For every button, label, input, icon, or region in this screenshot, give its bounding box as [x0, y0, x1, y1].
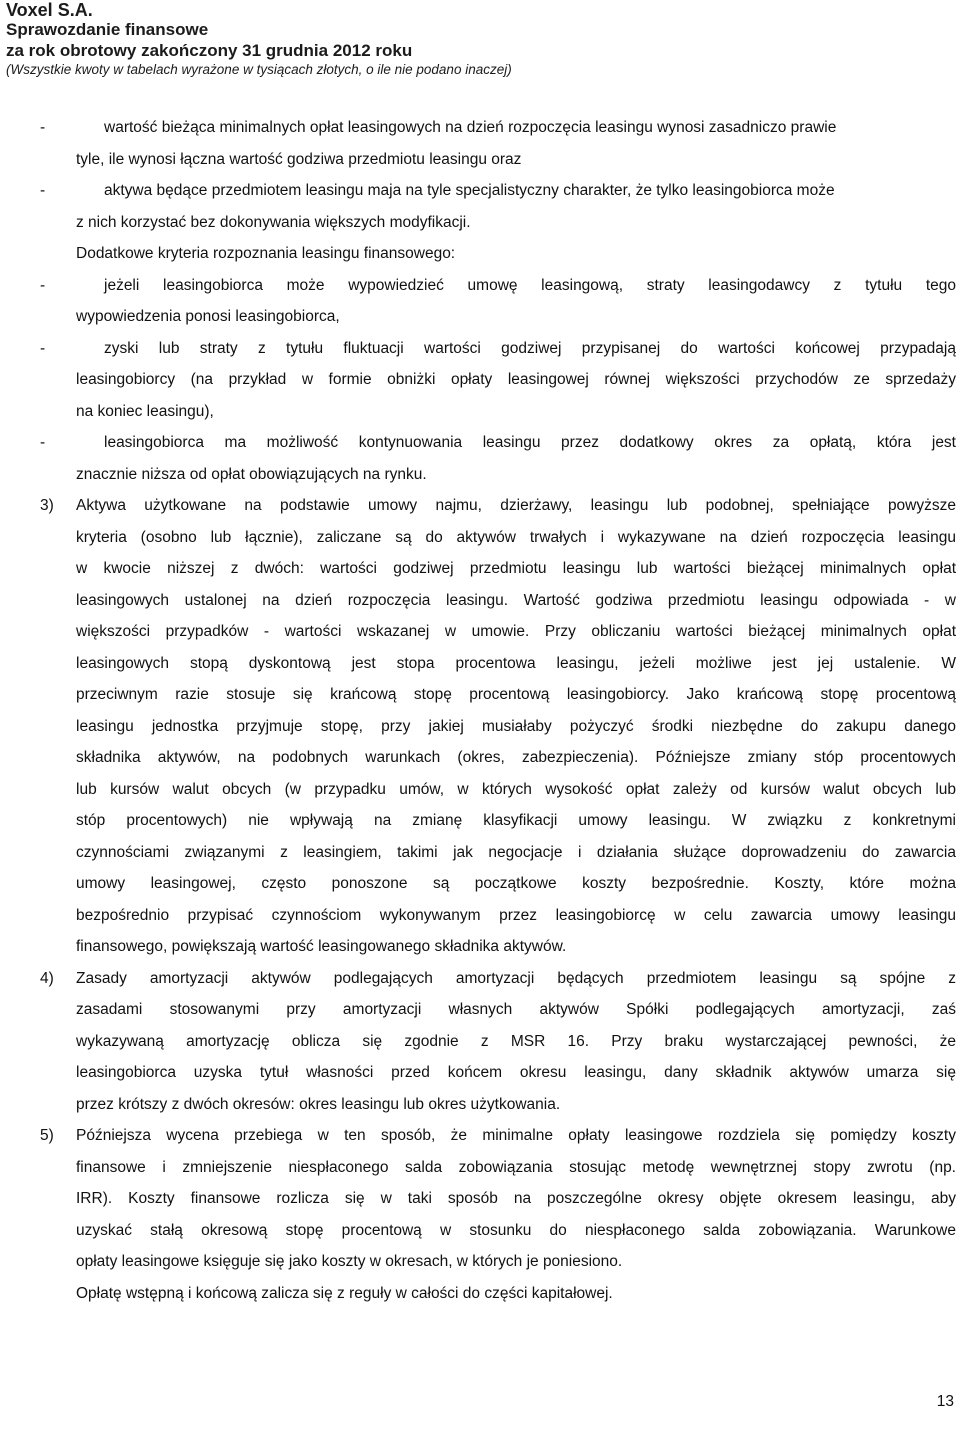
- text-line: składnika aktywów, na podobnych warunkach (okres, zabezpieczenia). Późniejsze zmiany stóp procentowych: [76, 749, 956, 766]
- company-name: Voxel S.A.: [6, 0, 93, 20]
- text-line: wykazywaną amortyzację oblicza się zgodnie z MSR 16. Przy braku wystarczającej pewności, że: [76, 1032, 956, 1050]
- text-line: leasingobiorcy (na przykład w formie obniżki opłaty leasingowej równej większości przychodów ze sprzedaży: [76, 371, 956, 388]
- list-marker: -: [40, 339, 46, 357]
- numbered-item: [0, 963, 960, 1121]
- text-line: znacznie niższa od opłat obowiązujących na rynku.: [76, 465, 427, 483]
- list-item: [0, 427, 960, 490]
- text-line: stóp procentowych) nie wpływają na zmianę klasyfikacji umowy leasingu. W związku z konkretnymi: [76, 812, 956, 829]
- text-line: przez krótszy z dwóch okresów: okres leasingu lub okres użytkowania.: [76, 1095, 561, 1113]
- closing-paragraph: Opłatę wstępną i końcową zalicza się z reguły w całości do części kapitałowej.: [76, 1284, 613, 1302]
- text-line: opłaty leasingowe księguje się jako koszty w okresach, w których je poniesiono.: [76, 1253, 623, 1270]
- list-marker: 5): [40, 1127, 54, 1144]
- text-line: tyle, ile wynosi łączna wartość godziwa przedmiotu leasingu oraz: [76, 150, 522, 168]
- list-item: [0, 175, 960, 238]
- text-line: w kwocie niższej z dwóch: wartości godziwej przedmiotu leasingu lub wartości bieżącej minimalnych opłat: [76, 560, 956, 577]
- amounts-note: (Wszystkie kwoty w tabelach wyrażone w tysiącach złotych, o ile nie podano inaczej): [6, 62, 512, 77]
- page-number: 13: [936, 1393, 954, 1410]
- text-line: Zasady amortyzacji aktywów podlegających amortyzacji będących przedmiotem leasingu są spójne z: [76, 969, 956, 987]
- text-line: finansowe i zmniejszenie niespłaconego salda zobowiązania stosując metodę wewnętrznej stopy zwrotu (np.: [76, 1158, 956, 1176]
- text-line: aktywa będące przedmiotem leasingu maja na tyle specjalistyczny charakter, że tylko leasingobiorca może: [104, 182, 835, 199]
- list-marker: -: [40, 276, 46, 294]
- text-line: leasingowych stopą dyskontową jest stopa procentowa leasingu, jeżeli możliwe jest jej ustalenie. W: [76, 654, 956, 672]
- text-line: uzyskać stałą okresową stopę procentową w stosunku do niespłaconego salda zobowiązania. Warunkowe: [76, 1221, 956, 1239]
- list-marker: 4): [40, 969, 54, 987]
- page-header: [6, 0, 512, 78]
- text-line: kryteria (osobno lub łącznie), zaliczane są do aktywów trwałych i wykazywane na dzień rozpoczęcia leasingu: [76, 528, 956, 546]
- list-item: [0, 333, 960, 428]
- text-line: IRR). Koszty finansowe rozlicza się w taki sposób na poszczególne okresy objęte okresem leasingu, aby: [76, 1190, 956, 1207]
- text-line: leasingowych ustalonej na dzień rozpoczęcia leasingu. Wartość godziwa przedmiotu leasingu odpowiada - w: [76, 591, 956, 609]
- list-marker: -: [40, 182, 46, 199]
- text-line: zasadami stosowanymi przy amortyzacji własnych aktywów Spółki podlegających amortyzacji, zaś: [76, 1001, 956, 1018]
- report-title: Sprawozdanie finansowe: [6, 20, 209, 39]
- text-line: z nich korzystać bez dokonywania większych modyfikacji.: [76, 213, 471, 231]
- list-item: [0, 270, 960, 333]
- text-line: lub kursów walut obcych (w przypadku umów, w których wysokość opłat zależy od kursów walut obcych lub: [76, 780, 956, 798]
- text-line: wypowiedzenia ponosi leasingobiorca,: [76, 308, 340, 325]
- text-line: większości przypadków - wartości wskazanej w umowie. Przy obliczaniu wartości bieżącej minimalnych opłat: [76, 623, 956, 640]
- document-body: [0, 112, 960, 1309]
- text-line: na koniec leasingu),: [76, 402, 214, 420]
- text-line: umowy leasingowej, często ponoszone są początkowe koszty bezpośrednie. Koszty, które można: [76, 875, 956, 892]
- list-item: [0, 112, 960, 175]
- text-line: jeżeli leasingobiorca może wypowiedzieć umowę leasingową, straty leasingodawcy z tytułu tego: [104, 276, 956, 294]
- criteria-heading: Dodatkowe kryteria rozpoznania leasingu finansowego:: [76, 245, 456, 262]
- text-line: finansowego, powiększają wartość leasingowanego składnika aktywów.: [76, 938, 567, 955]
- numbered-item: [0, 490, 960, 963]
- report-period: za rok obrotowy zakończony 31 grudnia 2012 roku: [6, 41, 413, 60]
- list-marker: -: [40, 119, 46, 136]
- text-line: leasingobiorca ma możliwość kontynuowania leasingu przez dodatkowy okres za opłatą, która jest: [104, 434, 956, 451]
- text-line: leasingu jednostka przyjmuje stopę, przy jakiej musiałaby pożyczyć środki niezbędne do zakupu danego: [76, 717, 956, 735]
- text-line: wartość bieżąca minimalnych opłat leasingowych na dzień rozpoczęcia leasingu wynosi zasadniczo prawie: [104, 119, 837, 136]
- text-line: leasingobiorca uzyska tytuł własności przed końcem okresu leasingu, dany składnik aktywów umarza się: [76, 1064, 956, 1081]
- text-line: Późniejsza wycena przebiega w ten sposób, że minimalne opłaty leasingowe rozdziela się pomiędzy koszty: [76, 1127, 956, 1144]
- text-line: przeciwnym razie stosuje się krańcową stopę procentową leasingobiorcy. Jako krańcową stopę procentową: [76, 686, 956, 703]
- list-marker: -: [40, 434, 46, 451]
- text-line: Aktywa użytkowane na podstawie umowy najmu, dzierżawy, leasingu lub podobnej, spełniające powyższe: [76, 497, 956, 514]
- text-line: zyski lub straty z tytułu fluktuacji wartości godziwej przypisanej do wartości końcowej przypadają: [104, 339, 956, 357]
- text-line: bezpośrednio przypisać czynnościom wykonywanym przez leasingobiorcę w celu zawarcia umowy leasingu: [76, 906, 956, 924]
- list-marker: 3): [40, 497, 54, 514]
- numbered-item: [0, 1120, 960, 1278]
- text-line: czynnościami związanymi z leasingiem, takimi jak negocjacje i działania służące doprowadzeniu do zawarcia: [76, 843, 956, 861]
